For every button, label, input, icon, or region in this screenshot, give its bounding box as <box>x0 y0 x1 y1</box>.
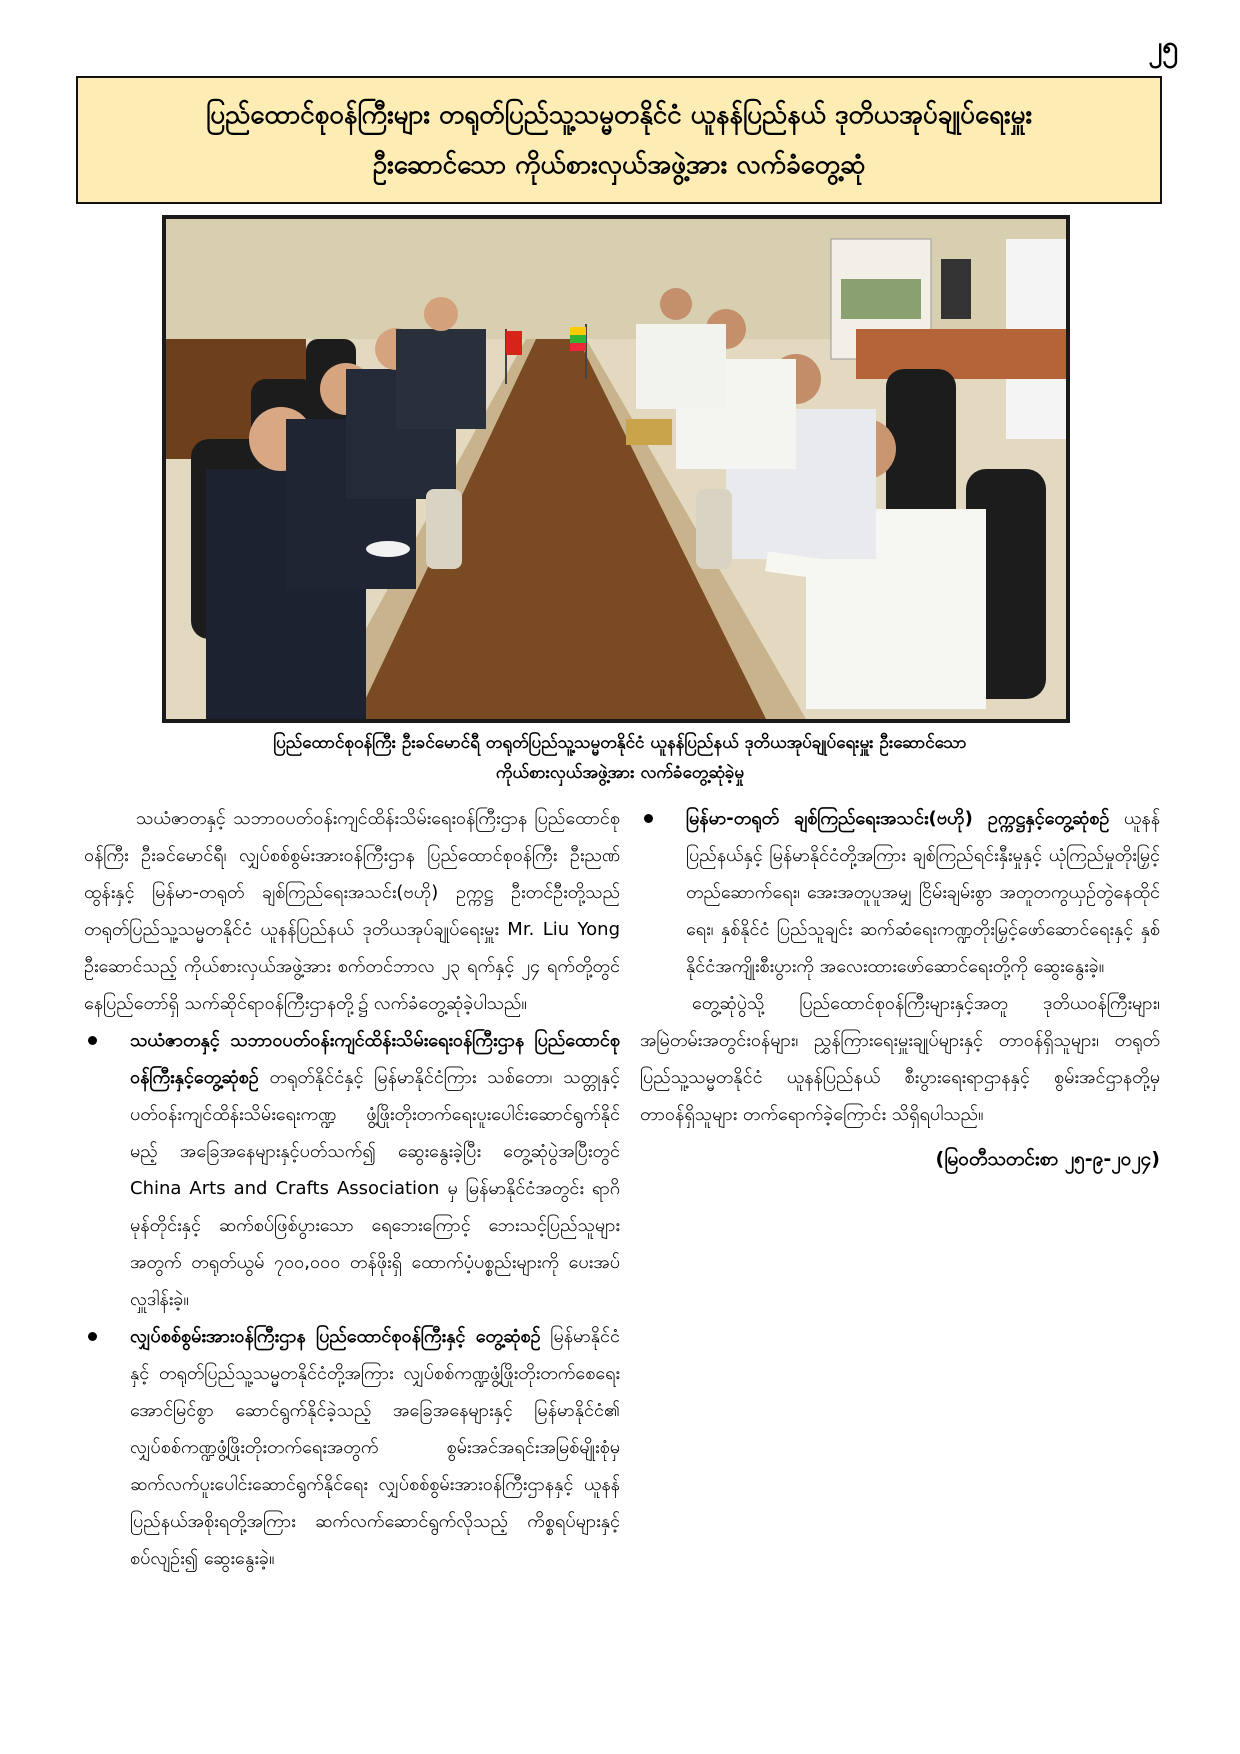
teacup-left <box>366 541 410 557</box>
bullet-dot <box>88 1036 97 1045</box>
bullet-2-heading: လျှပ်စစ်စွမ်းအားဝန်ကြီးဌာန ပြည်ထောင်စုဝန်ကြီးနှင့် တွေ့ဆုံစဉ် <box>130 1326 541 1347</box>
meeting-photo-illustration <box>166 219 1066 719</box>
bullet-item-1 <box>84 1022 620 1318</box>
article-column-left <box>84 800 620 1577</box>
article-column-right <box>640 800 1160 1178</box>
delegate-right-4 <box>636 324 726 409</box>
tissue-box <box>626 419 672 445</box>
delegate-right-4-head <box>660 288 692 320</box>
myanmar-flag-bottom <box>570 343 586 351</box>
myanmar-flag-top <box>570 327 586 335</box>
bullet-dot <box>644 814 653 823</box>
delegate-left-4-head <box>424 297 458 331</box>
delegate-left-4 <box>396 329 486 429</box>
bullet-dot <box>88 1332 97 1341</box>
wall-speaker <box>941 259 971 319</box>
page-number: ၂၅ <box>1148 30 1178 63</box>
photo-caption <box>100 728 1140 788</box>
thermos-left <box>426 489 462 569</box>
caption-line-2: ကိုယ်စားလှယ်အဖွဲ့အား လက်ခံတွေ့ဆုံခဲ့မှု <box>495 763 745 783</box>
headline-box <box>76 76 1162 204</box>
poster-picture <box>841 279 921 319</box>
bullet-item-2 <box>84 1318 620 1577</box>
headline-line-2: ဦးဆောင်သော ကိုယ်စားလှယ်အဖွဲ့အား လက်ခံတွေ့ဆုံ <box>372 150 866 180</box>
bullet-3-heading: မြန်မာ-တရုတ် ချစ်ကြည်ရေးအသင်း(ဗဟို) ဥက္ကဋ္ဌနှင့်တွေ့ဆုံစဉ် <box>686 808 1110 829</box>
orange-chairs <box>856 329 1066 379</box>
china-flag <box>506 331 522 355</box>
meeting-photo <box>162 215 1070 723</box>
bullet-3-text: ယူနန်ပြည်နယ်နှင့် မြန်မာနိုင်ငံတို့အကြား ချစ်ကြည်ရင်းနှီးမှုနှင့် ယုံကြည်မှုတိုးမြှင့်တည်ဆောက်ရေး၊ အေးအတူပူအမျှ ငြိမ်းချမ်းစွာ အတူတကွယှဉ်တွဲနေထိုင်ရေး၊ နှစ်နိုင်ငံ ပြည်သူချင်း ဆက်ဆံရေးကဏ္ဍတိုးမြှင့်ဖော်ဆောင်ရေးနှင့် နှစ်နိုင်ငံအကျိုးစီးပွားကို အလေးထားဖော်ဆောင်ရေးတို့ကို ဆွေးနွေးခဲ့။ <box>686 808 1161 977</box>
bullet-2-text: မြန်မာနိုင်ငံနှင့် တရုတ်ပြည်သူ့သမ္မတနိုင်ငံတို့အကြား လျှပ်စစ်ကဏ္ဍဖွံ့ဖြိုးတိုးတက်စေရေး အောင်မြင်စွာ ဆောင်ရွက်နိုင်ခဲ့သည့် အခြေအနေများနှင့် မြန်မာနိုင်ငံ၏ လျှပ်စစ်ကဏ္ဍဖွံ့ဖြိုးတိုးတက်ရေးအတွက် စွမ်းအင်အရင်းအမြစ်မျိုးစုံမှ ဆက်လက်ပူးပေါင်းဆောင်ရွက်နိုင်ရေး လျှပ်စစ်စွမ်းအားဝန်ကြီးဌာနနှင့် ယူနန်ပြည်နယ်အစိုးရတို့အကြား ဆက်လက်ဆောင်ရွက်လိုသည့် ကိစ္စရပ်များနှင့် စပ်လျဉ်း၍ ဆွေးနွေးခဲ့။ <box>130 1326 620 1569</box>
thermos-right <box>696 489 732 569</box>
article-closing: တွေ့ဆုံပွဲသို့ ပြည်ထောင်စုဝန်ကြီးများနှင့်အတူ ဒုတိယဝန်ကြီးများ၊ အမြဲတမ်းအတွင်းဝန်များ၊ ညွှန်ကြားရေးမှူးချုပ်များနှင့် တာဝန်ရှိသူများ၊ တရုတ်ပြည်သူ့သမ္မတနိုင်ငံ ယူနန်ပြည်နယ် စီးပွားရေးရာဌာနနှင့် စွမ်းအင်ဌာနတို့မှ တာဝန်ရှိသူများ တက်ရောက်ခဲ့ကြောင်း သိရှိရပါသည်။ <box>640 993 1160 1125</box>
news-source: (မြဝတီသတင်းစာ ၂၅-၉-၂၀၂၄) <box>935 1148 1160 1170</box>
article-intro: သယံဇာတနှင့် သဘာဝပတ်ဝန်းကျင်ထိန်းသိမ်းရေးဝန်ကြီးဌာန ပြည်ထောင်စုဝန်ကြီး ဦးခင်မောင်ရီ၊ လျှပ်စစ်စွမ်းအားဝန်ကြီးဌာန ပြည်ထောင်စုဝန်ကြီး ဦးညဏ်ထွန်းနှင့် မြန်မာ-တရုတ် ချစ်ကြည်ရေးအသင်း(ဗဟို) ဥက္ကဋ္ဌ ဦးတင်ဦးတို့သည် တရုတ်ပြည်သူ့သမ္မတနိုင်ငံ ယူနန်ပြည်နယ် ဒုတိယအုပ်ချုပ်ရေးမှူး Mr. Liu Yong ဦးဆောင်သည့် ကိုယ်စားလှယ်အဖွဲ့အား စက်တင်ဘာလ ၂၃ ရက်နှင့် ၂၄ ရက်တို့တွင် နေပြည်တော်ရှိ သက်ဆိုင်ရာဝန်ကြီးဌာနတို့၌ လက်ခံတွေ့ဆုံခဲ့ပါသည်။ <box>84 808 620 1014</box>
bullet-1-text: တရုတ်နိုင်ငံနှင့် မြန်မာနိုင်ငံကြား သစ်တော၊ သတ္တုနှင့် ပတ်ဝန်းကျင်ထိန်းသိမ်းရေးကဏ္ဍ ဖွံ့ဖြိုးတိုးတက်ရေးပူးပေါင်းဆောင်ရွက်နိုင်မည့် အခြေအနေများနှင့်ပတ်သက်၍ ဆွေးနွေးခဲ့ပြီး တွေ့ဆုံပွဲအပြီးတွင် China Arts and Crafts Association မှ မြန်မာနိုင်ငံအတွင်း ရာဂိမုန်တိုင်းနှင့် ဆက်စပ်ဖြစ်ပွားသော ရေဘေးကြောင့် ဘေးသင့်ပြည်သူများအတွက် တရုတ်ယွမ် ၇၀၀,၀၀၀ တန်ဖိုးရှိ ထောက်ပံ့ပစ္စည်းများကို ပေးအပ်လှူဒါန်းခဲ့။ <box>130 1067 620 1310</box>
bullet-1-heading: သယံဇာတနှင့် သဘာဝပတ်ဝန်းကျင်ထိန်းသိမ်းရေးဝန်ကြီးဌာန ပြည်ထောင်စုဝန်ကြီးနှင့်တွေ့ဆုံစဉ် <box>130 1030 620 1088</box>
headline-line-1: ပြည်ထောင်စုဝန်ကြီးများ တရုတ်ပြည်သူ့သမ္မတနိုင်ငံ ယူနန်ပြည်နယ် ဒုတိယအုပ်ချုပ်ရေးမှူး <box>205 100 1033 130</box>
caption-line-1: ပြည်ထောင်စုဝန်ကြီး ဦးခင်မောင်ရီ တရုတ်ပြည်သူ့သမ္မတနိုင်ငံ ယူနန်ပြည်နယ် ဒုတိယအုပ်ချုပ်ရေးမှူး ဦးဆောင်သော <box>273 733 967 753</box>
bullet-item-3 <box>640 800 1160 985</box>
myanmar-flag-middle <box>570 335 586 343</box>
